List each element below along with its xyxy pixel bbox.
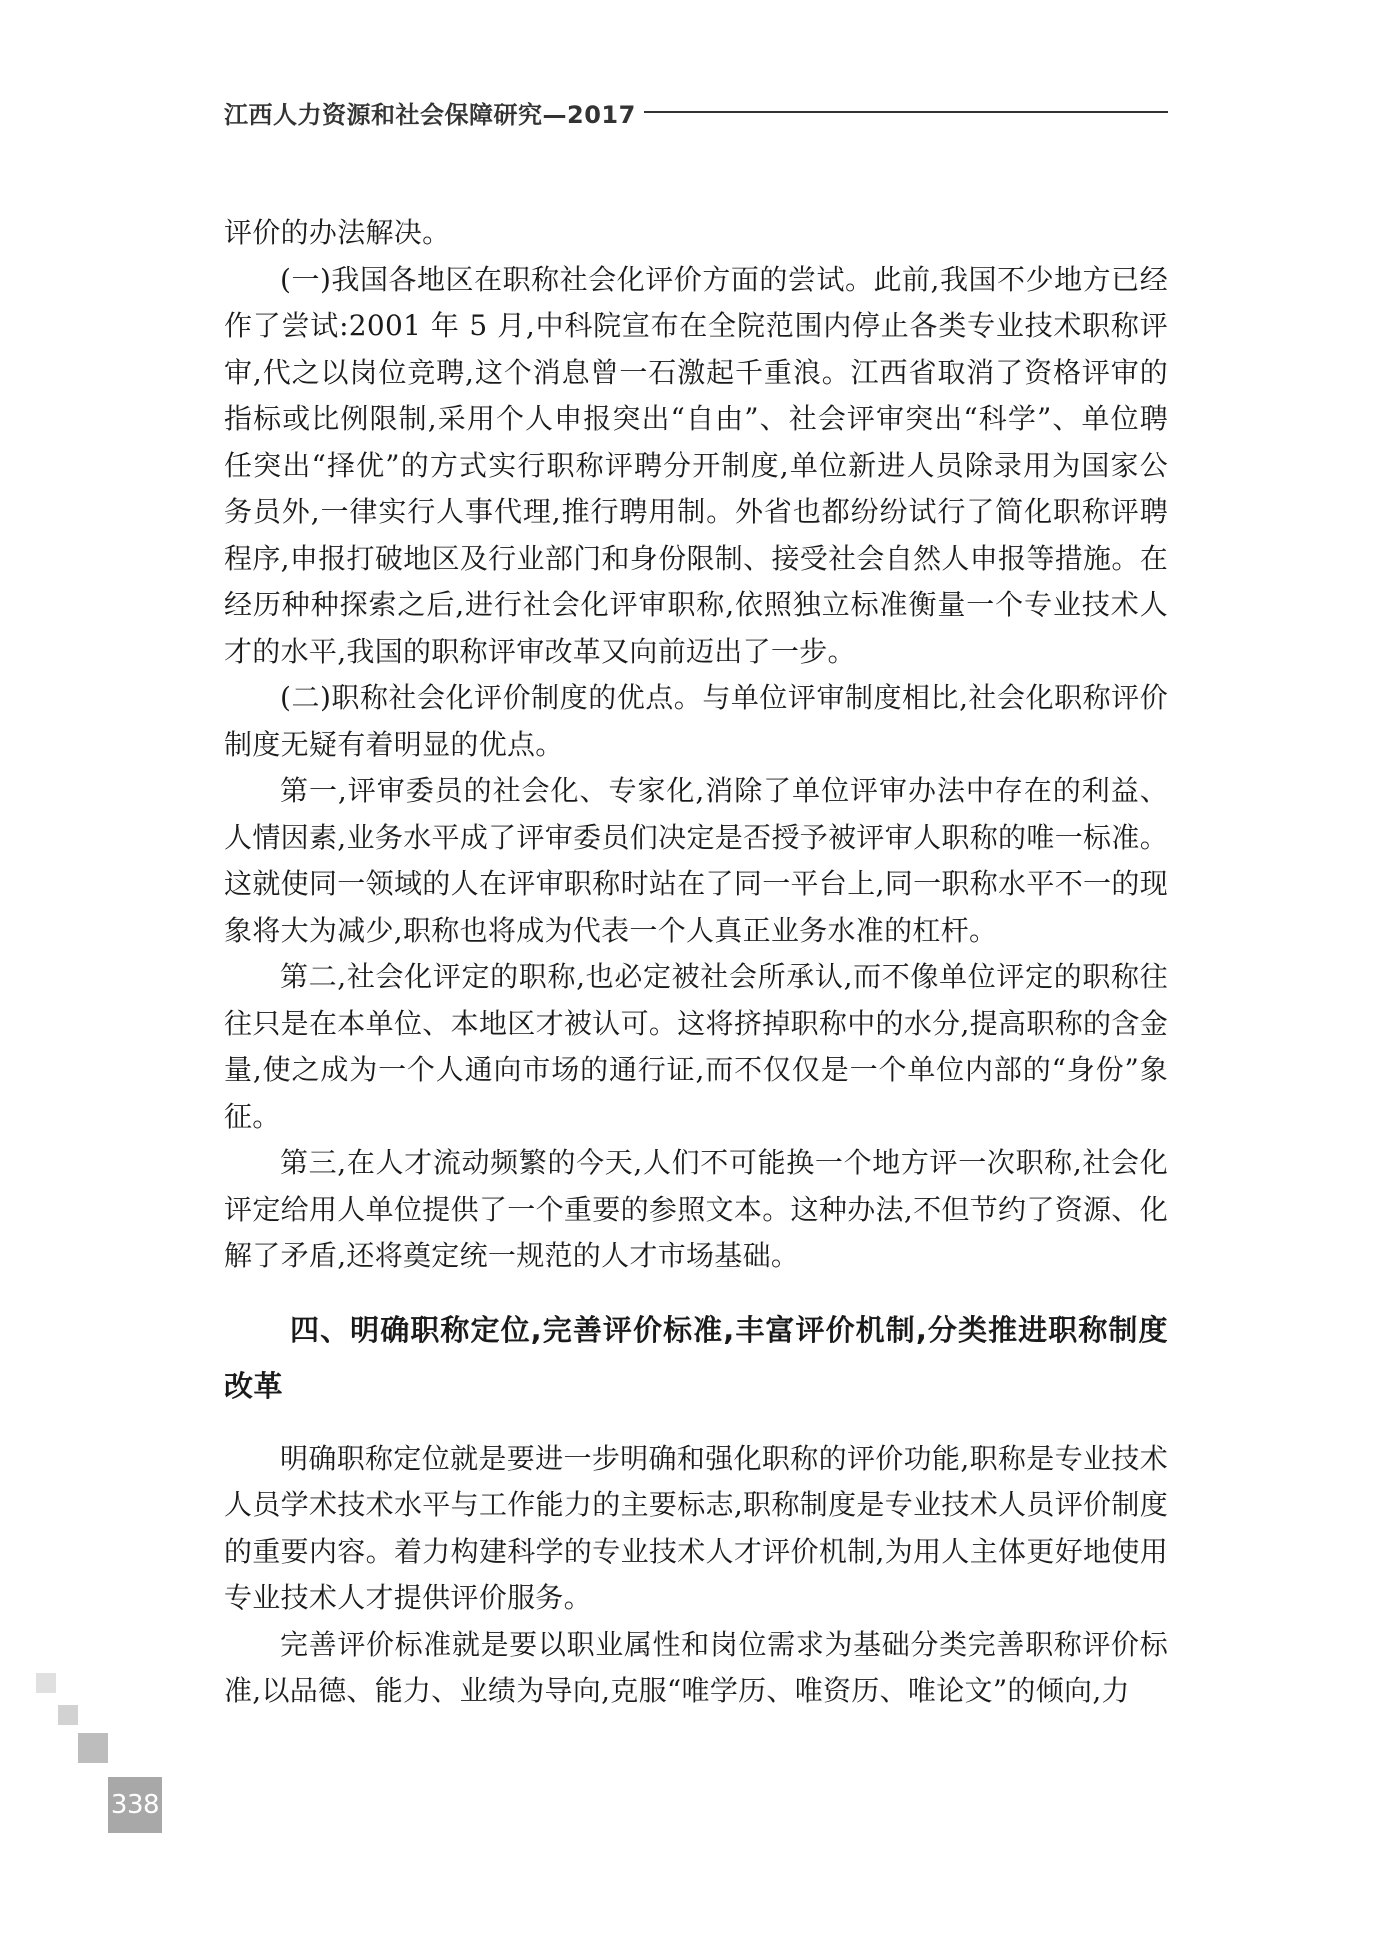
paragraph: 完善评价标准就是要以职业属性和岗位需求为基础分类完善职称评价标准,以品德、能力、业绩为导向,克服“唯学历、唯资历、唯论文”的倾向,力 <box>224 1627 1168 1707</box>
paragraph: 第二,社会化评定的职称,也必定被社会所承认,而不像单位评定的职称往往只是在本单位、本地区才被认可。这将挤掉职称中的水分,提高职称的含金量,使之成为一个人通向市场的通行证,而不仅仅是一个单位内部的“身份”象征。 <box>224 960 1168 1133</box>
page-content <box>224 210 1168 1715</box>
paragraph: (一)我国各地区在职称社会化评价方面的尝试。此前,我国不少地方已经作了尝试:2001 年 5 月,中科院宣布在全院范围内停止各类专业技术职称评审,代之以岗位竞聘,这个消息曾一石激起千重浪。江西省取消了资格评审的指标或比例限制,采用个人申报突出“自由”、社会评审突出“科学”、单位聘任突出“择优”的方式实行职称评聘分开制度,单位新进人员除录用为国家公务员外,一律实行人事代理,推行聘用制。外省也都纷纷试行了简化职称评聘程序,申报打破地区及行业部门和身份限制、接受社会自然人申报等措施。在经历种种探索之后,进行社会化评审职称,依照独立标准衡量一个专业技术人才的水平,我国的职称评审改革又向前迈出了一步。 <box>224 262 1168 668</box>
header-rule <box>644 111 1168 113</box>
decorative-square <box>58 1705 78 1725</box>
paragraph: 评价的办法解决。 <box>224 216 451 249</box>
decorative-square <box>36 1673 56 1693</box>
section-heading: 四、明确职称定位,完善评价标准,丰富评价机制,分类推进职称制度改革 <box>224 1312 1168 1403</box>
page-number-box <box>108 1777 162 1833</box>
paragraph: 第三,在人才流动频繁的今天,人们不可能换一个地方评一次职称,社会化评定给用人单位提供了一个重要的参照文本。这种办法,不但节约了资源、化解了矛盾,还将奠定统一规范的人才市场基础。 <box>224 1146 1168 1272</box>
paragraph: 明确职称定位就是要进一步明确和强化职称的评价功能,职称是专业技术人员学术技术水平与工作能力的主要标志,职称制度是专业技术人员评价制度的重要内容。着力构建科学的专业技术人才评价机制,为用人主体更好地使用专业技术人才提供评价服务。 <box>224 1441 1168 1614</box>
paragraph: (二)职称社会化评价制度的优点。与单位评审制度相比,社会化职称评价制度无疑有着明显的优点。 <box>224 681 1168 761</box>
running-header-title: 江西人力资源和社会保障研究—2017 <box>224 100 636 129</box>
paragraph: 第一,评审委员的社会化、专家化,消除了单位评审办法中存在的利益、人情因素,业务水平成了评审委员们决定是否授予被评审人职称的唯一标准。这就使同一领域的人在评审职称时站在了同一平台上,同一职称水平不一的现象将大为减少,职称也将成为代表一个人真正业务水准的杠杆。 <box>224 774 1168 947</box>
page-number: 338 <box>110 1790 160 1820</box>
decorative-square <box>78 1733 108 1763</box>
running-header <box>224 92 1168 132</box>
